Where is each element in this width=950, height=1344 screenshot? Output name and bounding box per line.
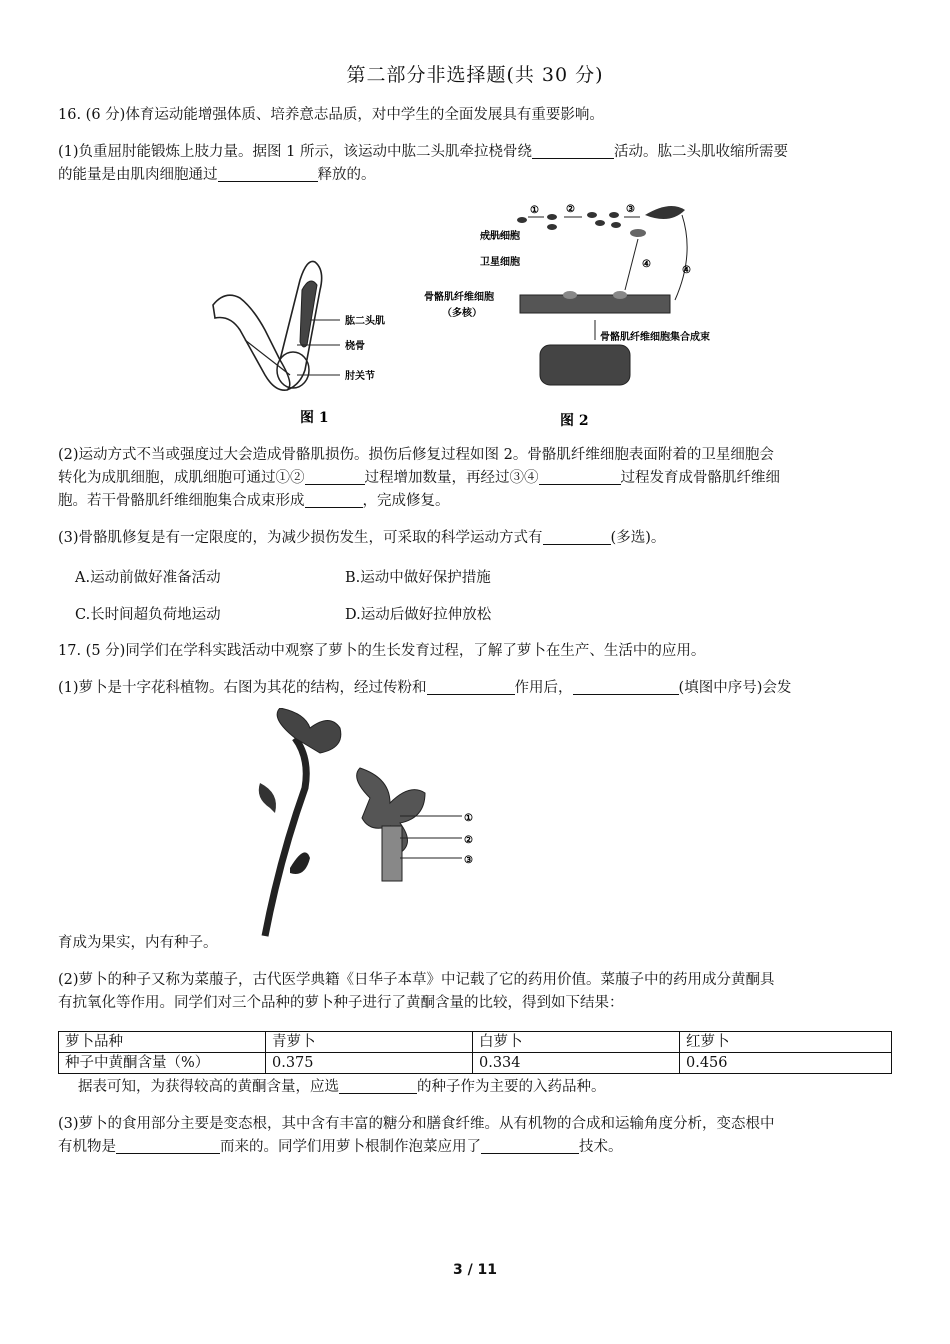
figure-2-repair bbox=[420, 195, 750, 430]
flower-label-1: ① bbox=[464, 813, 473, 824]
text: 有机物是 bbox=[58, 1139, 116, 1155]
label-myoblast: 成肌细胞 bbox=[480, 231, 520, 242]
text: (多选)。 bbox=[610, 530, 666, 546]
text: 的种子作为主要的入药品种。 bbox=[417, 1079, 606, 1095]
answer-blank[interactable] bbox=[539, 468, 621, 485]
text: 的能量是由肌肉细胞通过 bbox=[58, 167, 218, 183]
text: (填图中序号)会发 bbox=[678, 680, 792, 696]
text: 据表可知，为获得较高的黄酮含量，应选 bbox=[78, 1079, 339, 1095]
q16-stem: 16. (6 分)体育运动能增强体质、培养意志品质，对中学生的全面发展具有重要影响。 bbox=[58, 107, 604, 123]
text: (2)运动方式不当或强度过大会造成骨骼肌损伤。损伤后修复过程如图 2。骨骼肌纤维细胞表面附着的卫星细胞会 bbox=[58, 447, 774, 463]
table-cell: 0.334 bbox=[473, 1053, 680, 1074]
figure-flower bbox=[250, 708, 490, 940]
answer-blank[interactable] bbox=[427, 678, 515, 695]
answer-blank[interactable] bbox=[116, 1137, 220, 1154]
q17-part3 bbox=[58, 1113, 892, 1159]
text: 技术。 bbox=[579, 1139, 623, 1155]
label-radius: 桡骨 bbox=[345, 341, 365, 352]
option-c[interactable]: C.长时间超负荷地运动 bbox=[75, 607, 221, 623]
answer-blank[interactable] bbox=[305, 491, 363, 508]
q17-stem: 17. (5 分)同学们在学科实践活动中观察了萝卜的生长发育过程，了解了萝卜在生产、生活中的应用。 bbox=[58, 643, 706, 659]
text: (3)骨骼肌修复是有一定限度的，为减少损伤发生，可采取的科学运动方式有 bbox=[58, 530, 543, 546]
table-cell: 0.375 bbox=[266, 1053, 473, 1074]
table-cell: 0.456 bbox=[680, 1053, 892, 1074]
text: (1)负重屈肘能锻炼上肢力量。据图 1 所示，该运动中肱二头肌牵拉桡骨绕 bbox=[58, 144, 532, 160]
flower-label-3: ③ bbox=[464, 855, 473, 866]
figure-1-arm bbox=[205, 250, 405, 430]
answer-blank[interactable] bbox=[573, 678, 679, 695]
text: 胞。若干骨骼肌纤维细胞集合成束形成 bbox=[58, 493, 305, 509]
text: 作用后， bbox=[514, 680, 573, 696]
table-cell: 红萝卜 bbox=[680, 1032, 892, 1053]
text: 活动。肱二头肌收缩所需要 bbox=[613, 144, 788, 160]
q17-part2 bbox=[58, 969, 892, 1015]
table-cell: 白萝卜 bbox=[473, 1032, 680, 1053]
page-number: 3 / 11 bbox=[452, 1262, 498, 1278]
option-a[interactable]: A.运动前做好准备活动 bbox=[75, 570, 221, 586]
table-cell: 青萝卜 bbox=[266, 1032, 473, 1053]
label-biceps: 肱二头肌 bbox=[345, 316, 385, 327]
label-satellite: 卫星细胞 bbox=[480, 257, 520, 268]
q16-part3 bbox=[58, 527, 892, 550]
text: ，完成修复。 bbox=[362, 493, 450, 509]
table-cell: 萝卜品种 bbox=[59, 1032, 266, 1053]
text: 而来的。同学们用萝卜根制作泡菜应用了 bbox=[220, 1139, 481, 1155]
text: 过程发育成骨骼肌纤维细 bbox=[620, 470, 780, 486]
text: (3)萝卜的食用部分主要是变态根，其中含有丰富的糖分和膳食纤维。从有机物的合成和运输角度分析，变态根中 bbox=[58, 1116, 775, 1132]
figure-1-caption: 图 1 bbox=[300, 410, 329, 426]
step-4b: ④ bbox=[682, 265, 691, 276]
step-4a: ④ bbox=[642, 259, 651, 270]
answer-blank[interactable] bbox=[532, 142, 614, 159]
q16-part1 bbox=[58, 141, 892, 187]
label-multinuclear: （多核） bbox=[442, 308, 482, 319]
text: 有抗氧化等作用。同学们对三个品种的萝卜种子进行了黄酮含量的比较，得到如下结果： bbox=[58, 995, 624, 1011]
label-elbow: 肘关节 bbox=[345, 371, 375, 382]
answer-blank[interactable] bbox=[339, 1077, 417, 1094]
q16-part2 bbox=[58, 444, 892, 513]
text: 转化为成肌细胞，成肌细胞可通过①② bbox=[58, 470, 305, 486]
option-b[interactable]: B.运动中做好保护措施 bbox=[345, 570, 491, 586]
label-bundle: 骨骼肌纤维细胞集合成束 bbox=[600, 332, 710, 343]
text: 释放的。 bbox=[317, 167, 376, 183]
section-title: 第二部分非选择题(共 30 分) bbox=[346, 64, 604, 86]
answer-blank[interactable] bbox=[481, 1137, 579, 1154]
figure-2-caption: 图 2 bbox=[560, 413, 589, 429]
text: (1)萝卜是十字花科植物。右图为其花的结构，经过传粉和 bbox=[58, 680, 427, 696]
option-d[interactable]: D.运动后做好拉伸放松 bbox=[345, 607, 492, 623]
table-row bbox=[59, 1053, 892, 1074]
text: (2)萝卜的种子又称为菜菔子，古代医学典籍《日华子本草》中记载了它的药用价值。菜菔子中的药用成分黄酮具 bbox=[58, 972, 775, 988]
label-fiber: 骨骼肌纤维细胞 bbox=[424, 292, 494, 303]
answer-blank[interactable] bbox=[218, 165, 318, 182]
answer-blank[interactable] bbox=[543, 528, 611, 545]
step-2: ② bbox=[566, 204, 575, 215]
text: 过程增加数量，再经过③④ bbox=[364, 470, 539, 486]
flavonoid-table bbox=[58, 1031, 892, 1074]
q17-part1b: 育成为果实，内有种子。 bbox=[58, 935, 218, 951]
answer-blank[interactable] bbox=[305, 468, 365, 485]
q17-part2-answer bbox=[78, 1076, 912, 1099]
step-1: ① bbox=[530, 205, 539, 216]
flower-label-2: ② bbox=[464, 835, 473, 846]
table-header-row bbox=[59, 1032, 892, 1053]
step-3: ③ bbox=[626, 204, 635, 215]
q17-part1a bbox=[58, 677, 892, 700]
table-cell: 种子中黄酮含量（%） bbox=[59, 1053, 266, 1074]
